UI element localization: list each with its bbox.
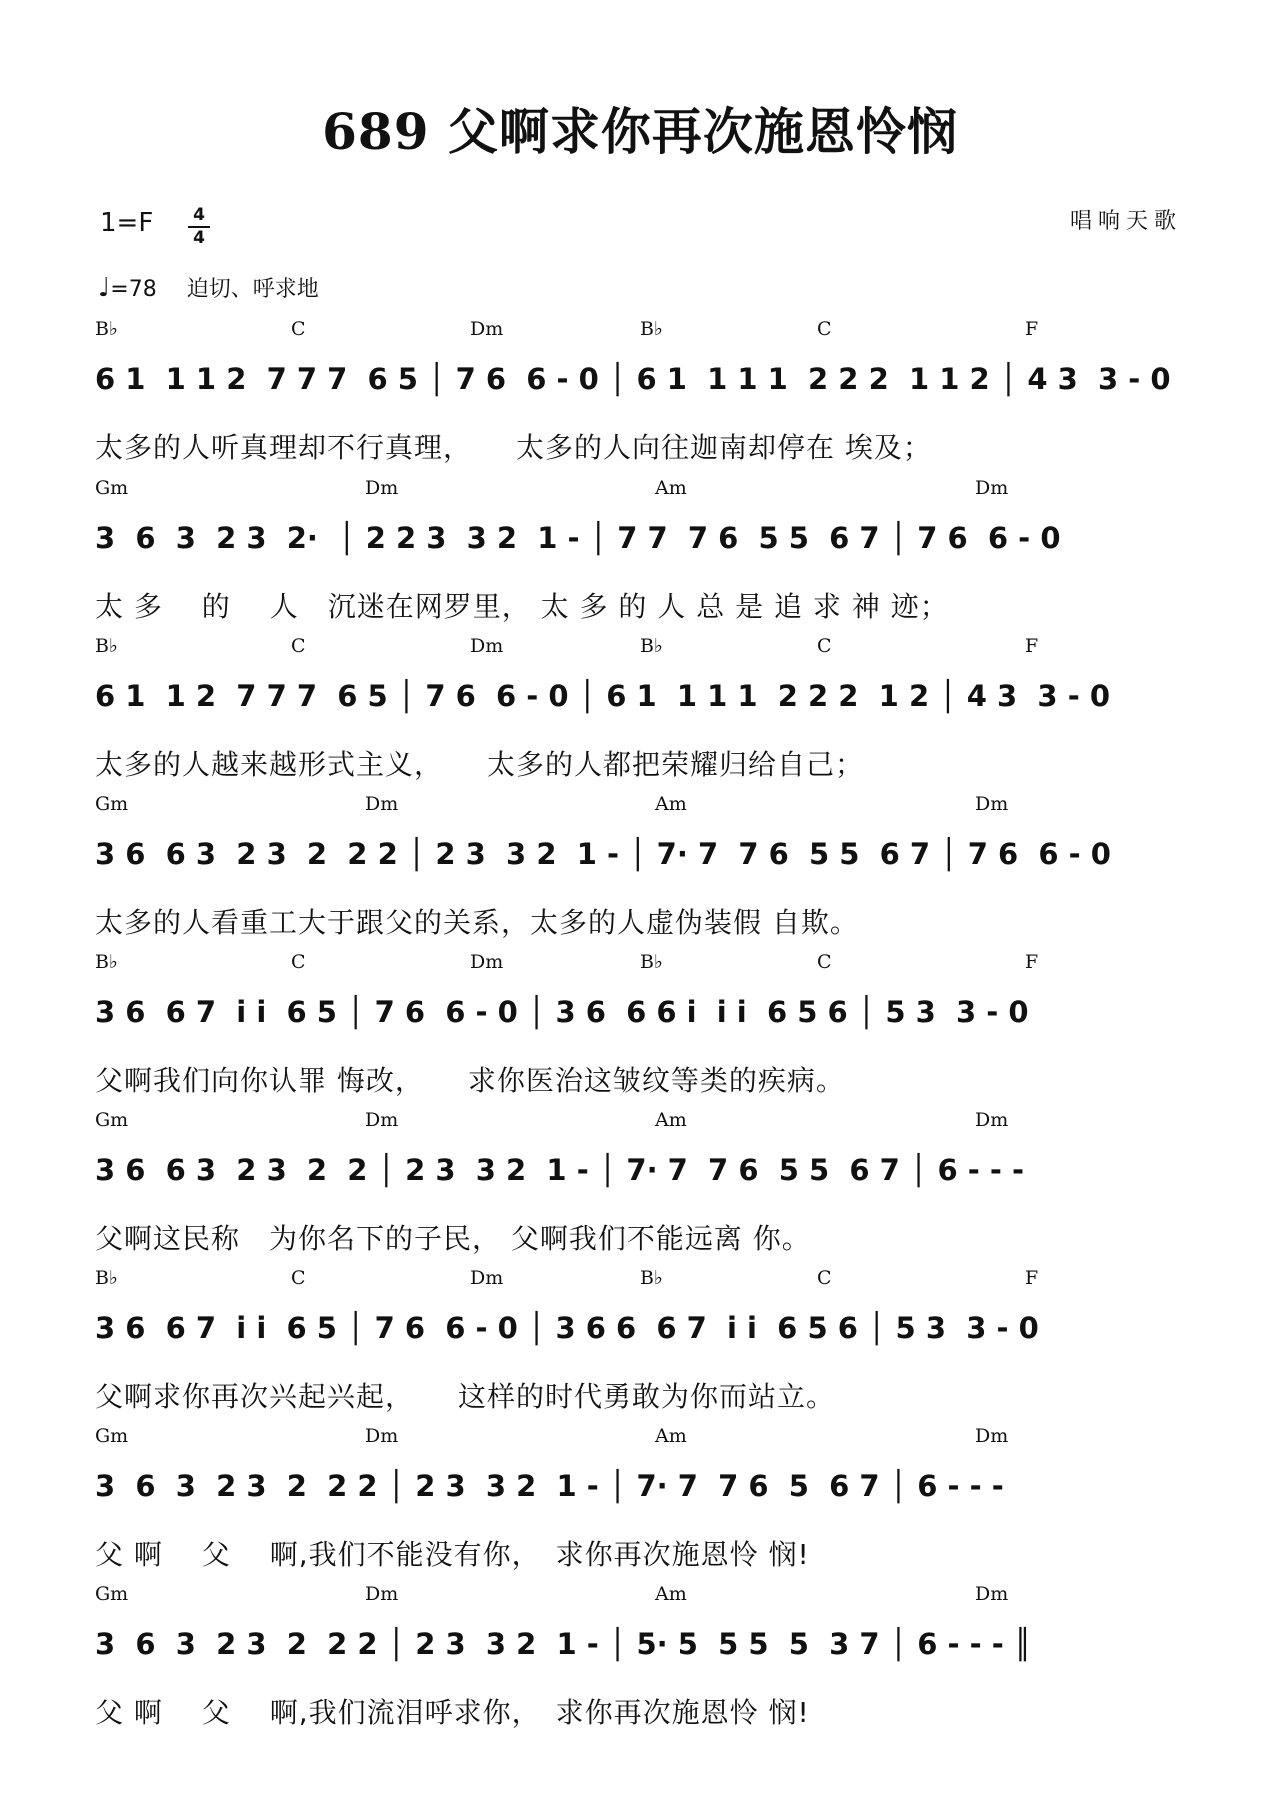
jianpu-notes: 3 6 3 2 3 2 2 2 │ 2 3 3 2 1 - │ 7· 7 7 6 5 6 7 │ 6 - - - — [95, 1469, 1004, 1503]
chord-symbol: Am — [655, 793, 687, 815]
chord-symbol: C — [291, 318, 306, 340]
chord-symbol: Gm — [95, 1583, 129, 1605]
chord-symbol: B♭ — [640, 1267, 663, 1289]
lyric-line: 父啊我们向你认罪 悔改， 求你医治这皱纹等类的疾病。 — [95, 1064, 845, 1097]
chord-symbol: C — [291, 635, 306, 657]
chord-symbol: Gm — [95, 793, 129, 815]
score-row — [95, 635, 1195, 785]
score-row — [95, 318, 1195, 468]
tempo-line — [98, 272, 319, 303]
chord-symbol: Dm — [975, 1425, 1009, 1447]
chord-symbol: Dm — [470, 318, 504, 340]
chord-symbol: C — [291, 951, 306, 973]
chord-symbol: F — [1025, 1267, 1039, 1289]
chord-symbol: Dm — [365, 1583, 399, 1605]
jianpu-notes: 3 6 3 2 3 2 2 2 │ 2 3 3 2 1 - │ 5· 5 5 5 5 3 7 │ 6 - - - ║ — [95, 1627, 1032, 1661]
chord-symbol: Dm — [470, 951, 504, 973]
quarter-note-icon: ♩ — [98, 273, 111, 303]
time-signature-top: 4 — [193, 205, 205, 225]
jianpu-notes: 6 1 1 1 2 7 7 7 6 5 │ 7 6 6 - 0 │ 6 1 1 1 1 2 2 2 1 1 2 │ 4 3 3 - 0 — [95, 362, 1171, 396]
chord-symbol: C — [817, 318, 832, 340]
chord-symbol: C — [817, 1267, 832, 1289]
score-row — [95, 1109, 1195, 1259]
chord-symbol: Am — [655, 1425, 687, 1447]
lyric-line: 父啊这民称 为你名下的子民， 父啊我们不能远离 你。 — [95, 1222, 811, 1255]
chord-symbol: Dm — [470, 635, 504, 657]
chord-symbol: F — [1025, 635, 1039, 657]
key-signature: 1=F — [100, 208, 154, 238]
chord-symbol: Dm — [470, 1267, 504, 1289]
chord-symbol: Dm — [365, 1425, 399, 1447]
chord-symbol: Dm — [365, 477, 399, 499]
score-row — [95, 951, 1195, 1101]
tempo-value: =78 — [110, 277, 157, 302]
score-row — [95, 1267, 1195, 1417]
expression-mark: 迫切、呼求地 — [186, 277, 319, 302]
lyric-line: 太多的人听真理却不行真理， 太多的人向往迦南却停在 埃及； — [95, 431, 932, 464]
chord-symbol: B♭ — [640, 318, 663, 340]
chord-symbol: Am — [655, 477, 687, 499]
chord-symbol: B♭ — [640, 951, 663, 973]
score-row — [95, 1425, 1195, 1575]
chord-symbol: Dm — [975, 1109, 1009, 1131]
jianpu-notes: 6 1 1 2 7 7 7 6 5 │ 7 6 6 - 0 │ 6 1 1 1 1 2 2 2 1 2 │ 4 3 3 - 0 — [95, 679, 1111, 713]
lyric-line: 父 啊 父 啊,我们流泪呼求你， 求你再次施恩怜 悯! — [95, 1696, 810, 1729]
chord-symbol: B♭ — [640, 635, 663, 657]
chord-symbol: Gm — [95, 1109, 129, 1131]
lyric-line: 太多的人看重工大于跟父的关系，太多的人虚伪装假 自欺。 — [95, 906, 859, 939]
chord-symbol: F — [1025, 951, 1039, 973]
time-signature — [186, 206, 212, 248]
jianpu-notes: 3 6 6 3 2 3 2 2 2 │ 2 3 3 2 1 - │ 7· 7 7 6 5 5 6 7 │ 7 6 6 - 0 — [95, 837, 1111, 871]
chord-symbol: C — [817, 951, 832, 973]
chord-symbol: C — [817, 635, 832, 657]
lyric-line: 太多的人越来越形式主义， 太多的人都把荣耀归给自己； — [95, 748, 865, 781]
chord-symbol: B♭ — [95, 318, 118, 340]
jianpu-notes: 3 6 6 7 i i 6 5 │ 7 6 6 - 0 │ 3 6 6 6 7 i i 6 5 6 │ 5 3 3 - 0 — [95, 1311, 1039, 1345]
chord-symbol: C — [291, 1267, 306, 1289]
lyric-line: 父 啊 父 啊,我们不能没有你， 求你再次施恩怜 悯! — [95, 1538, 810, 1571]
chord-symbol: Am — [655, 1109, 687, 1131]
jianpu-notes: 3 6 6 7 i i 6 5 │ 7 6 6 - 0 │ 3 6 6 6 i i i 6 5 6 │ 5 3 3 - 0 — [95, 995, 1029, 1029]
score-row — [95, 1583, 1195, 1733]
chord-symbol: Gm — [95, 477, 129, 499]
songbook-source: 唱响天歌 — [1069, 209, 1182, 234]
chord-symbol: Dm — [365, 793, 399, 815]
chord-symbol: Am — [655, 1583, 687, 1605]
song-title: 689 父啊求你再次施恩怜悯 — [322, 102, 958, 161]
chord-symbol: B♭ — [95, 635, 118, 657]
chord-symbol: Dm — [975, 477, 1009, 499]
chord-symbol: F — [1025, 318, 1039, 340]
score-row — [95, 793, 1195, 943]
chord-symbol: Dm — [975, 1583, 1009, 1605]
chord-symbol: B♭ — [95, 951, 118, 973]
jianpu-notes: 3 6 6 3 2 3 2 2 │ 2 3 3 2 1 - │ 7· 7 7 6 5 5 6 7 │ 6 - - - — [95, 1153, 1025, 1187]
time-signature-bottom: 4 — [193, 228, 205, 248]
lyric-line: 父啊求你再次兴起兴起， 这样的时代勇敢为你而站立。 — [95, 1380, 836, 1413]
jianpu-notes: 3 6 3 2 3 2· │ 2 2 3 3 2 1 - │ 7 7 7 6 5 5 6 7 │ 7 6 6 - 0 — [95, 521, 1061, 555]
chord-symbol: Gm — [95, 1425, 129, 1447]
chord-symbol: B♭ — [95, 1267, 118, 1289]
chord-symbol: Dm — [975, 793, 1009, 815]
chord-symbol: Dm — [365, 1109, 399, 1131]
lyric-line: 太 多 的 人 沉迷在网罗里， 太 多 的 人 总 是 追 求 神 迹； — [95, 590, 949, 623]
score-row — [95, 477, 1195, 627]
